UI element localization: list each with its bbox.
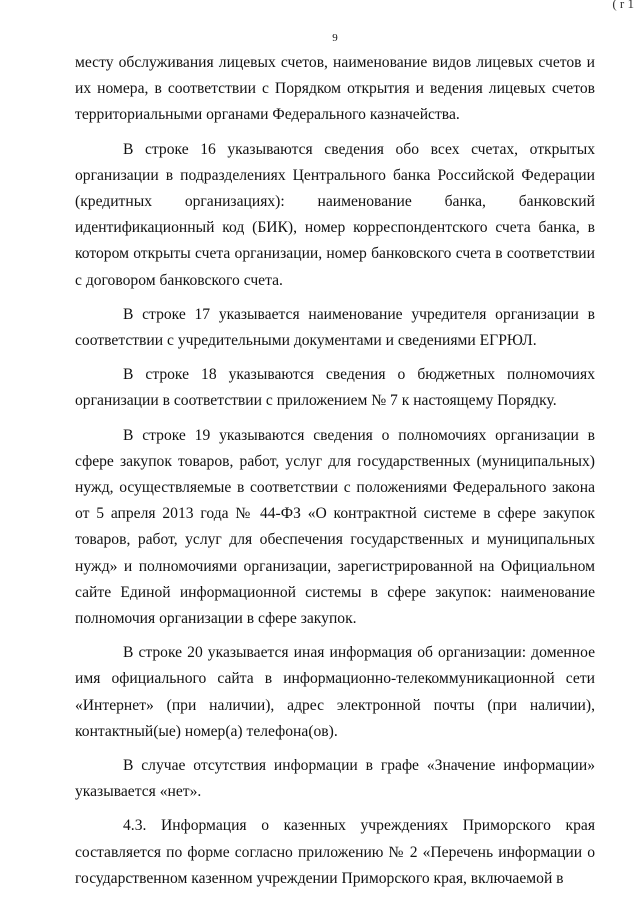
paragraph-line-17: В строке 17 указывается наименование учредителя организации в соответствии с учредительными документами и сведениями ЕГРЮЛ. bbox=[75, 305, 595, 350]
paragraph-line-16: В строке 16 указываются сведения обо всех счетах, открытых организации в подразделениях Центрального банка Российской Федерации (кредитных организациях): наименование банка, банковский идентификационный код (БИК), номер корреспондентского счета банка, в котором открыты счета организации, номер банковского счета в соответствии с договором банковского счета. bbox=[75, 140, 595, 289]
paragraph-section-4-3: 4.3. Информация о казенных учреждениях Приморского края составляется по форме согласно приложению № 2 «Перечень информации о государственном казенном учреждении Приморского края, включаемой в bbox=[75, 817, 595, 887]
page-number: 9 bbox=[332, 32, 338, 44]
corner-mark: ( r 1 bbox=[612, 0, 634, 11]
paragraph-continuation: месту обслуживания лицевых счетов, наименование видов лицевых счетов и их номера, в соответствии с Порядком открытия и ведения лицевых счетов территориальными органами Федерального казначейства. bbox=[75, 54, 595, 124]
paragraph-no-information: В случае отсутствия информации в графе «Значение информации» указывается «нет». bbox=[75, 757, 595, 801]
body-text bbox=[75, 50, 595, 892]
paragraph-line-19: В строке 19 указываются сведения о полномочиях организации в сфере закупок товаров, работ, услуг для государственных (муниципальных) нужд, осуществляемые в соответствии с положениями Федерального закона от 5 апреля 2013 года № 44-ФЗ «О контрактной системе в сфере закупок товаров, работ, услуг для обеспечения государственных и муниципальных нужд» и полномочиями организации, зарегистрированной на Официальном сайте Единой информационной системы в сфере закупок: наименование полномочия организации в сфере закупок. bbox=[75, 426, 595, 628]
paragraph-line-20: В строке 20 указывается иная информация об организации: доменное имя официального сайта в информационно-телекоммуникационной сети «Интернет» (при наличии), адрес электронной почты (при наличии), контактный(ые) номер(а) телефона(ов). bbox=[75, 644, 595, 740]
paragraph-line-18: В строке 18 указываются сведения о бюджетных полномочиях организации в соответствии с приложением № 7 к настоящему Порядку. bbox=[75, 366, 595, 410]
